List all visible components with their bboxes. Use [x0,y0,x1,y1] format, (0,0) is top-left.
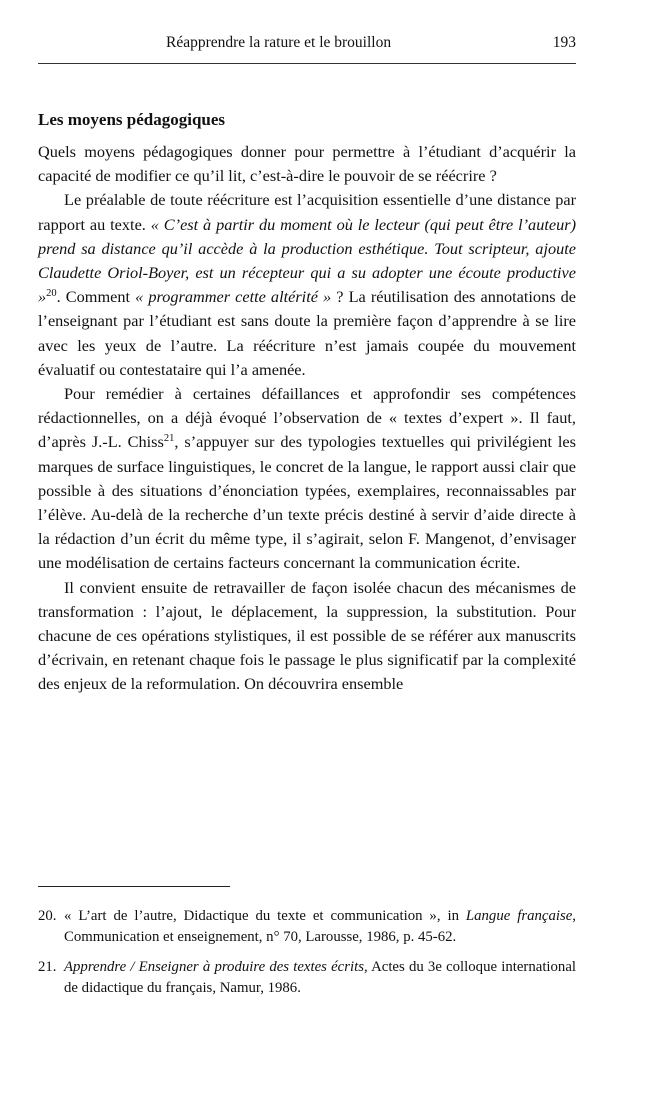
paragraph-3 [38,382,576,576]
footnote-20-text-a: « L’art de l’autre, Didactique du texte et communication », in [64,908,466,924]
footnote-ref-20[interactable]: 20 [46,288,57,300]
paragraph-2-quote-1: « C’est à partir du moment où le lecteur (qui peut être l’auteur) prend sa distance qu’il accède à la production esthétique. Tout scripteur, ajoute Claudette Oriol-Boyer, est un récepteur qui a su adopter une écoute productive » [38,214,576,307]
paragraph-2-text-c: ? La réutilisation des annotations de l’enseignant par l’étudiant est sans doute la première façon d’apprendre à se lire avec les yeux de l’autre. La réécriture n’est jamais coupée du mouvement évaluatif ou contestataire qui l’a amenée. [38,287,576,379]
footnote-20-text-b: , Communication et enseignement, n° 70, Larousse, 1986, p. 45-62. [64,908,576,945]
footnote-20 [38,906,576,947]
footnote-rule [38,886,230,887]
footnote-21-text-b: , Actes du 3e colloque international de didactique du français, Namur, 1986. [64,959,577,996]
footnotes [38,906,576,1008]
footnote-ref-21[interactable]: 21 [163,433,175,445]
header-rule [38,63,576,64]
paragraph-2-text-b: . Comment [56,287,136,307]
page-number: 193 [552,34,576,51]
footnote-20-number: 20. [38,908,57,924]
paragraph-2 [38,188,576,382]
running-title: Réapprendre la rature et le brouillon [166,34,392,51]
paragraph-2-quote-2: « programmer cette altérité » [135,287,332,307]
paragraph-3-text-a: Pour remédier à certaines défaillances et approfondir ses compétences rédactionnelles, on a déjà évoqué l’observation de « textes d’expert ». Il faut, d’après J.-L. Chiss [38,384,576,452]
paragraph-4: Il convient ensuite de retravailler de façon isolée chacun des mécanismes de transformation : l’ajout, le déplacement, la suppression, la substitution. Pour chacune de ces opérations stylistiques, il est possible de se référer aux manuscrits d’écrivain, en retenant chaque fois le passage le plus significatif par la complexité des enjeux de la reformulation. On découvrira ensemble [38,577,576,694]
running-header [38,34,576,58]
section-heading: Les moyens pédagogiques [38,110,226,129]
body-text [38,140,576,697]
footnote-21-italic: Apprendre / Enseigner à produire des textes écrits [64,959,364,975]
footnote-20-italic: Langue française [465,908,573,924]
footnote-21-number: 21. [38,959,57,975]
footnote-21 [38,957,576,998]
paragraph-1: Quels moyens pédagogiques donner pour permettre à l’étudiant d’acquérir la capacité de modifier ce qu’il lit, c’est-à-dire le pouvoir de se réécrire ? [38,142,576,186]
paragraph-3-text-b: , s’appuyer sur des typologies textuelles qui privilégient les marques de surface linguistiques, le concret de la langue, le rapport aussi clair que possible à des situations d’énonciation typées, exemplaires, reconnaissables par l’élève. Au-delà de la recherche d’un texte précis destiné à servir d’aide directe à la rédaction d’un écrit du même type, il s’agirait, selon F. Mangenot, d’envisager une modélisation de certains facteurs concernant la communication écrite. [38,432,576,573]
paragraph-2-text-a: Le préalable de toute réécriture est l’acquisition essentielle d’une distance par rapport au texte. [38,190,576,234]
